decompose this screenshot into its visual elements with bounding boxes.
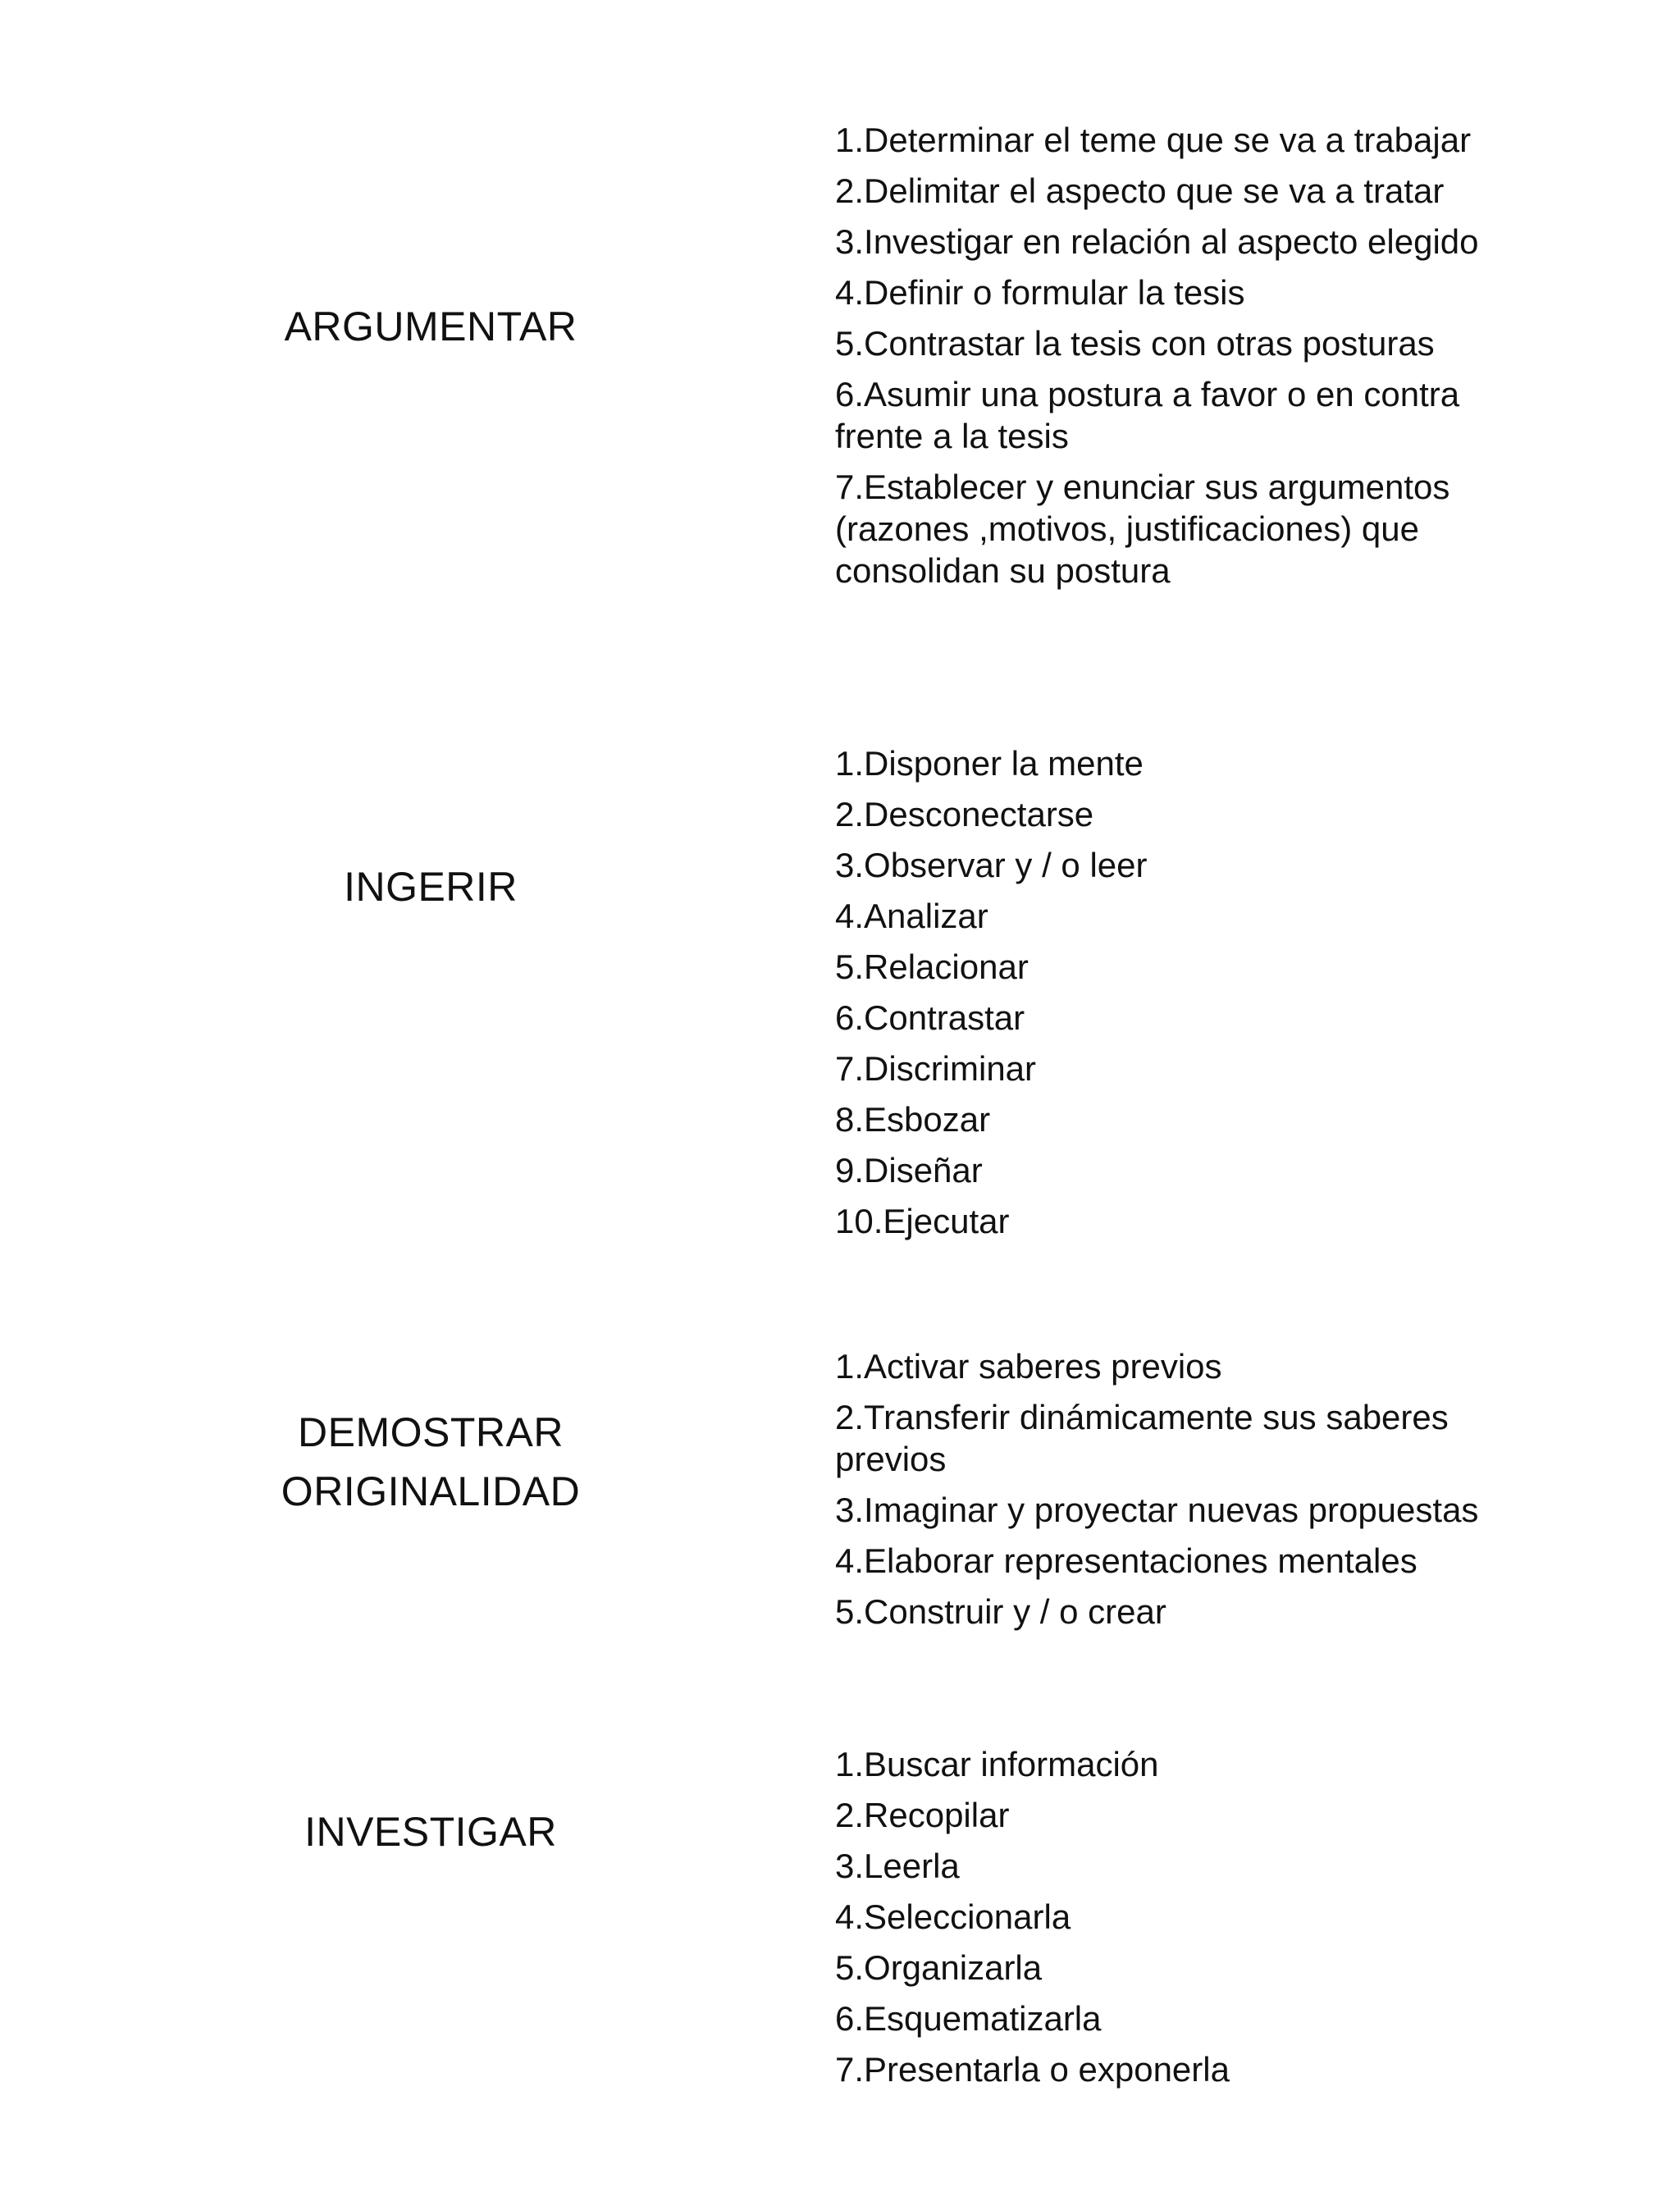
list-item: 10.Ejecutar	[835, 1202, 1010, 1240]
list-item: 6.Asumir una postura a favor o en contra frente a la tesis	[835, 375, 1460, 455]
list-item: 5.Relacionar	[835, 947, 1029, 986]
section-heading	[246, 857, 615, 916]
steps-list	[835, 742, 1541, 1251]
list-item: 5.Organizarla	[835, 1948, 1043, 1987]
list-item: 5.Contrastar la tesis con otras posturas	[835, 324, 1435, 363]
list-item: 7.Establecer y enunciar sus argumentos (razones ,motivos, justificaciones) que consolidan su postura	[835, 468, 1450, 590]
list-item: 5.Construir y / o crear	[835, 1592, 1166, 1631]
list-item: 3.Imaginar y proyectar nuevas propuestas	[835, 1491, 1479, 1529]
list-item: 3.Leerla	[835, 1847, 960, 1885]
list-item: 2.Transferir dinámicamente sus saberes previos	[835, 1398, 1449, 1478]
list-item: 2.Delimitar el aspecto que se va a tratar	[835, 171, 1445, 210]
section-heading	[246, 1403, 615, 1521]
section-heading	[246, 1802, 615, 1861]
heading-line: ORIGINALIDAD	[281, 1468, 581, 1514]
list-item: 7.Discriminar	[835, 1049, 1037, 1088]
steps-list	[835, 1345, 1541, 1642]
heading-line: ARGUMENTAR	[284, 304, 578, 349]
heading-line: DEMOSTRAR	[298, 1409, 564, 1455]
list-item: 6.Esquematizarla	[835, 1999, 1102, 2038]
list-item: 6.Contrastar	[835, 998, 1025, 1037]
list-item: 4.Seleccionarla	[835, 1897, 1071, 1936]
list-item: 8.Esbozar	[835, 1100, 991, 1139]
list-item: 4.Analizar	[835, 897, 988, 935]
heading-line: INGERIR	[344, 864, 518, 910]
list-item: 3.Investigar en relación al aspecto elegido	[835, 222, 1479, 261]
heading-line: INVESTIGAR	[304, 1809, 557, 1855]
list-item: 7.Presentarla o exponerla	[835, 2050, 1230, 2089]
list-item: 4.Definir o formular la tesis	[835, 273, 1245, 312]
list-item: 1.Activar saberes previos	[835, 1347, 1222, 1386]
list-item: 1.Buscar información	[835, 1745, 1159, 1783]
list-item: 2.Desconectarse	[835, 795, 1094, 833]
list-item: 2.Recopilar	[835, 1796, 1010, 1834]
steps-list	[835, 1743, 1541, 2099]
list-item: 1.Disponer la mente	[835, 744, 1144, 783]
section-heading	[246, 297, 615, 356]
steps-list	[835, 119, 1541, 600]
list-item: 9.Diseñar	[835, 1151, 983, 1189]
list-item: 4.Elaborar representaciones mentales	[835, 1541, 1418, 1580]
list-item: 3.Observar y / o leer	[835, 846, 1148, 884]
list-item: 1.Determinar el teme que se va a trabajar	[835, 121, 1472, 159]
